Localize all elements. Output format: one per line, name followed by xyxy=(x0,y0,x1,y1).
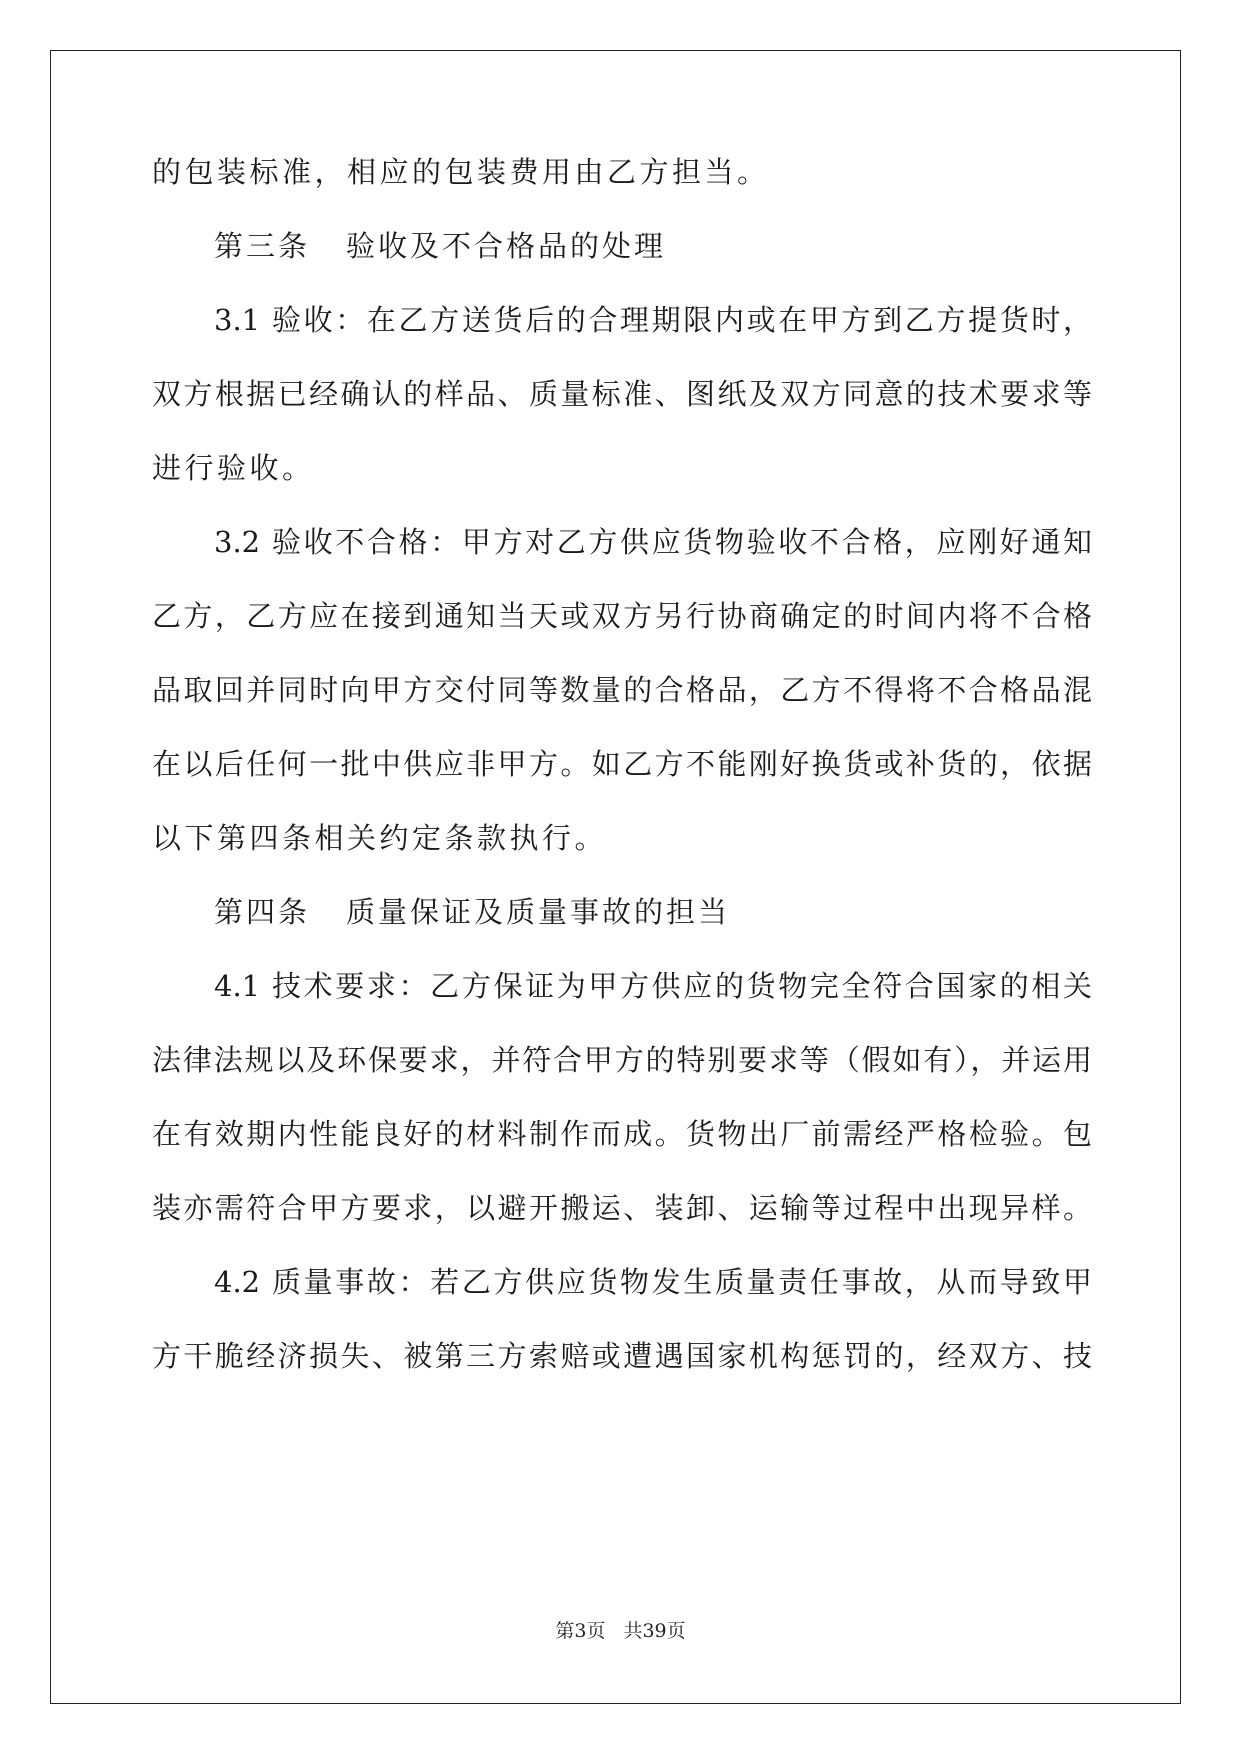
text-line: 4.1 技术要求：乙方保证为甲方供应的货物完全符合国家的相关 xyxy=(214,969,1092,1003)
text-line: 方干脆经济损失、被第三方索赔或遭遇国家机构惩罚的，经双方、技 xyxy=(152,1339,1092,1373)
text-line: 以下第四条相关约定条款执行。 xyxy=(152,821,608,855)
article-number: 第三条 xyxy=(214,229,311,263)
text-line: 双方根据已经确认的样品、质量标准、图纸及双方同意的技术要求等 xyxy=(152,377,1092,411)
text-line: 法律法规以及环保要求，并符合甲方的特别要求等（假如有），并运用 xyxy=(152,1043,1092,1077)
text-line: 4.2 质量事故：若乙方供应货物发生质量责任事故，从而导致甲 xyxy=(214,1265,1092,1299)
text-line: 品取回并同时向甲方交付同等数量的合格品，乙方不得将不合格品混 xyxy=(152,673,1092,707)
text-line: 装亦需符合甲方要求，以避开搬运、装卸、运输等过程中出现异样。 xyxy=(152,1191,1092,1225)
page-footer xyxy=(0,1616,1241,1643)
article-title: 验收及不合格品的处理 xyxy=(346,229,667,263)
article-heading-4 xyxy=(214,894,730,930)
text-line: 在以后任何一批中供应非甲方。如乙方不能刚好换货或补货的，依据 xyxy=(152,747,1092,781)
article-number: 第四条 xyxy=(214,895,311,929)
page-border xyxy=(50,50,1181,1704)
text-line: 3.2 验收不合格：甲方对乙方供应货物验收不合格，应刚好通知 xyxy=(214,525,1092,559)
text-line: 乙方，乙方应在接到通知当天或双方另行协商确定的时间内将不合格 xyxy=(152,599,1092,633)
total-page-count: 共39页 xyxy=(623,1620,686,1642)
text-line: 3.1 验收：在乙方送货后的合理期限内或在甲方到乙方提货时， xyxy=(214,303,1092,337)
text-line: 的包装标准，相应的包装费用由乙方担当。 xyxy=(152,155,770,189)
article-heading-3 xyxy=(214,228,666,264)
text-line: 进行验收。 xyxy=(152,451,315,485)
current-page-number: 第3页 xyxy=(555,1620,606,1642)
article-title: 质量保证及质量事故的担当 xyxy=(346,895,731,929)
text-line: 在有效期内性能良好的材料制作而成。货物出厂前需经严格检验。包 xyxy=(152,1117,1092,1151)
